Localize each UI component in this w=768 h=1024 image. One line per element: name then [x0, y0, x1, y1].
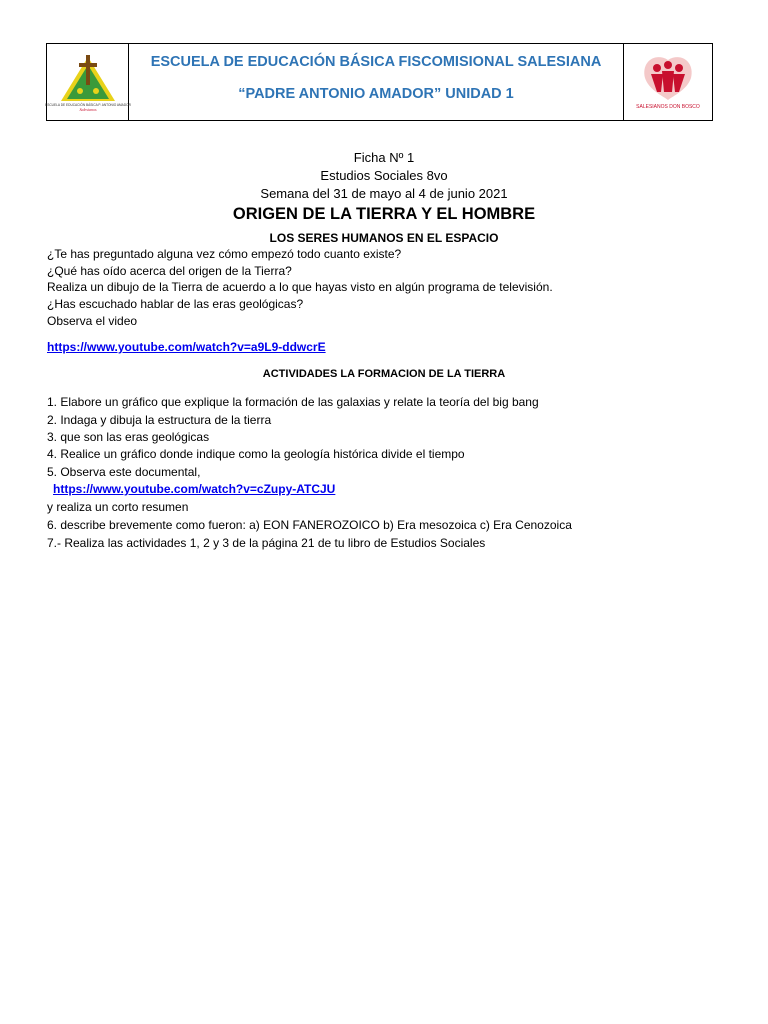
- page-title: ORIGEN DE LA TIERRA Y EL HOMBRE: [232, 205, 536, 223]
- activity-7: 7.- Realiza las actividades 1, 2 y 3 de la página 21 de tu libro de Estudios Sociales: [47, 536, 486, 550]
- course-name: Estudios Sociales 8vo: [320, 168, 448, 183]
- header-table: [46, 43, 713, 121]
- salesianos-logo: [624, 44, 712, 120]
- activities-title: ACTIVIDADES LA FORMACION DE LA TIERRA: [262, 368, 506, 380]
- activity-5: 5. Observa este documental,: [47, 465, 201, 479]
- salesianos-logo-icon: [635, 52, 701, 112]
- unit-name: “PADRE ANTONIO AMADOR” UNIDAD 1: [238, 86, 514, 102]
- video-link-1[interactable]: https://www.youtube.com/watch?v=a9L9-ddwcrE: [47, 340, 326, 354]
- activity-1: 1. Elabore un gráfico que explique la formación de las galaxias y relate la teoría del big bang: [47, 395, 539, 409]
- video-link-2[interactable]: https://www.youtube.com/watch?v=cZupy-ATCJU: [53, 482, 336, 496]
- question-2: ¿Qué has oído acerca del origen de la Tierra?: [47, 264, 292, 278]
- left-logo-script: Salesianos: [78, 107, 97, 112]
- right-logo-text: SALESIANOS DON BOSCO: [636, 104, 700, 110]
- week-dates: Semana del 31 de mayo al 4 de junio 2021: [260, 186, 508, 201]
- page-subtitle: LOS SERES HUMANOS EN EL ESPACIO: [269, 231, 499, 245]
- question-1: ¿Te has preguntado alguna vez cómo empezó todo cuanto existe?: [47, 247, 402, 261]
- header-title-cell: [129, 44, 624, 120]
- activity-3: 3. que son las eras geológicas: [47, 430, 210, 444]
- summary-instruction: y realiza un corto resumen: [47, 500, 189, 514]
- question-3: Realiza un dibujo de la Tierra de acuerdo a lo que hayas visto en algún programa de televisión.: [47, 280, 553, 294]
- school-name: ESCUELA DE EDUCACIÓN BÁSICA FISCOMISIONAL SALESIANA: [150, 54, 602, 70]
- activity-4: 4. Realice un gráfico donde indique como la geología histórica divide el tiempo: [47, 447, 465, 461]
- activity-6: 6. describe brevemente como fueron: a) EON FANEROZOICO b) Era mesozoica c) Era Cenozoica: [47, 518, 572, 532]
- left-logo-text: ESCUELA DE EDUCACIÓN BÁSICA P. ANTONIO AMADOR: [44, 103, 131, 107]
- observe-video-text: Observa el video: [47, 314, 138, 328]
- school-logo-icon: [44, 51, 131, 113]
- activity-2: 2. Indaga y dibuja la estructura de la tierra: [47, 413, 272, 427]
- question-4: ¿Has escuchado hablar de las eras geológicas?: [47, 297, 304, 311]
- school-logo: [44, 44, 131, 120]
- ficha-number: Ficha Nº 1: [353, 150, 415, 165]
